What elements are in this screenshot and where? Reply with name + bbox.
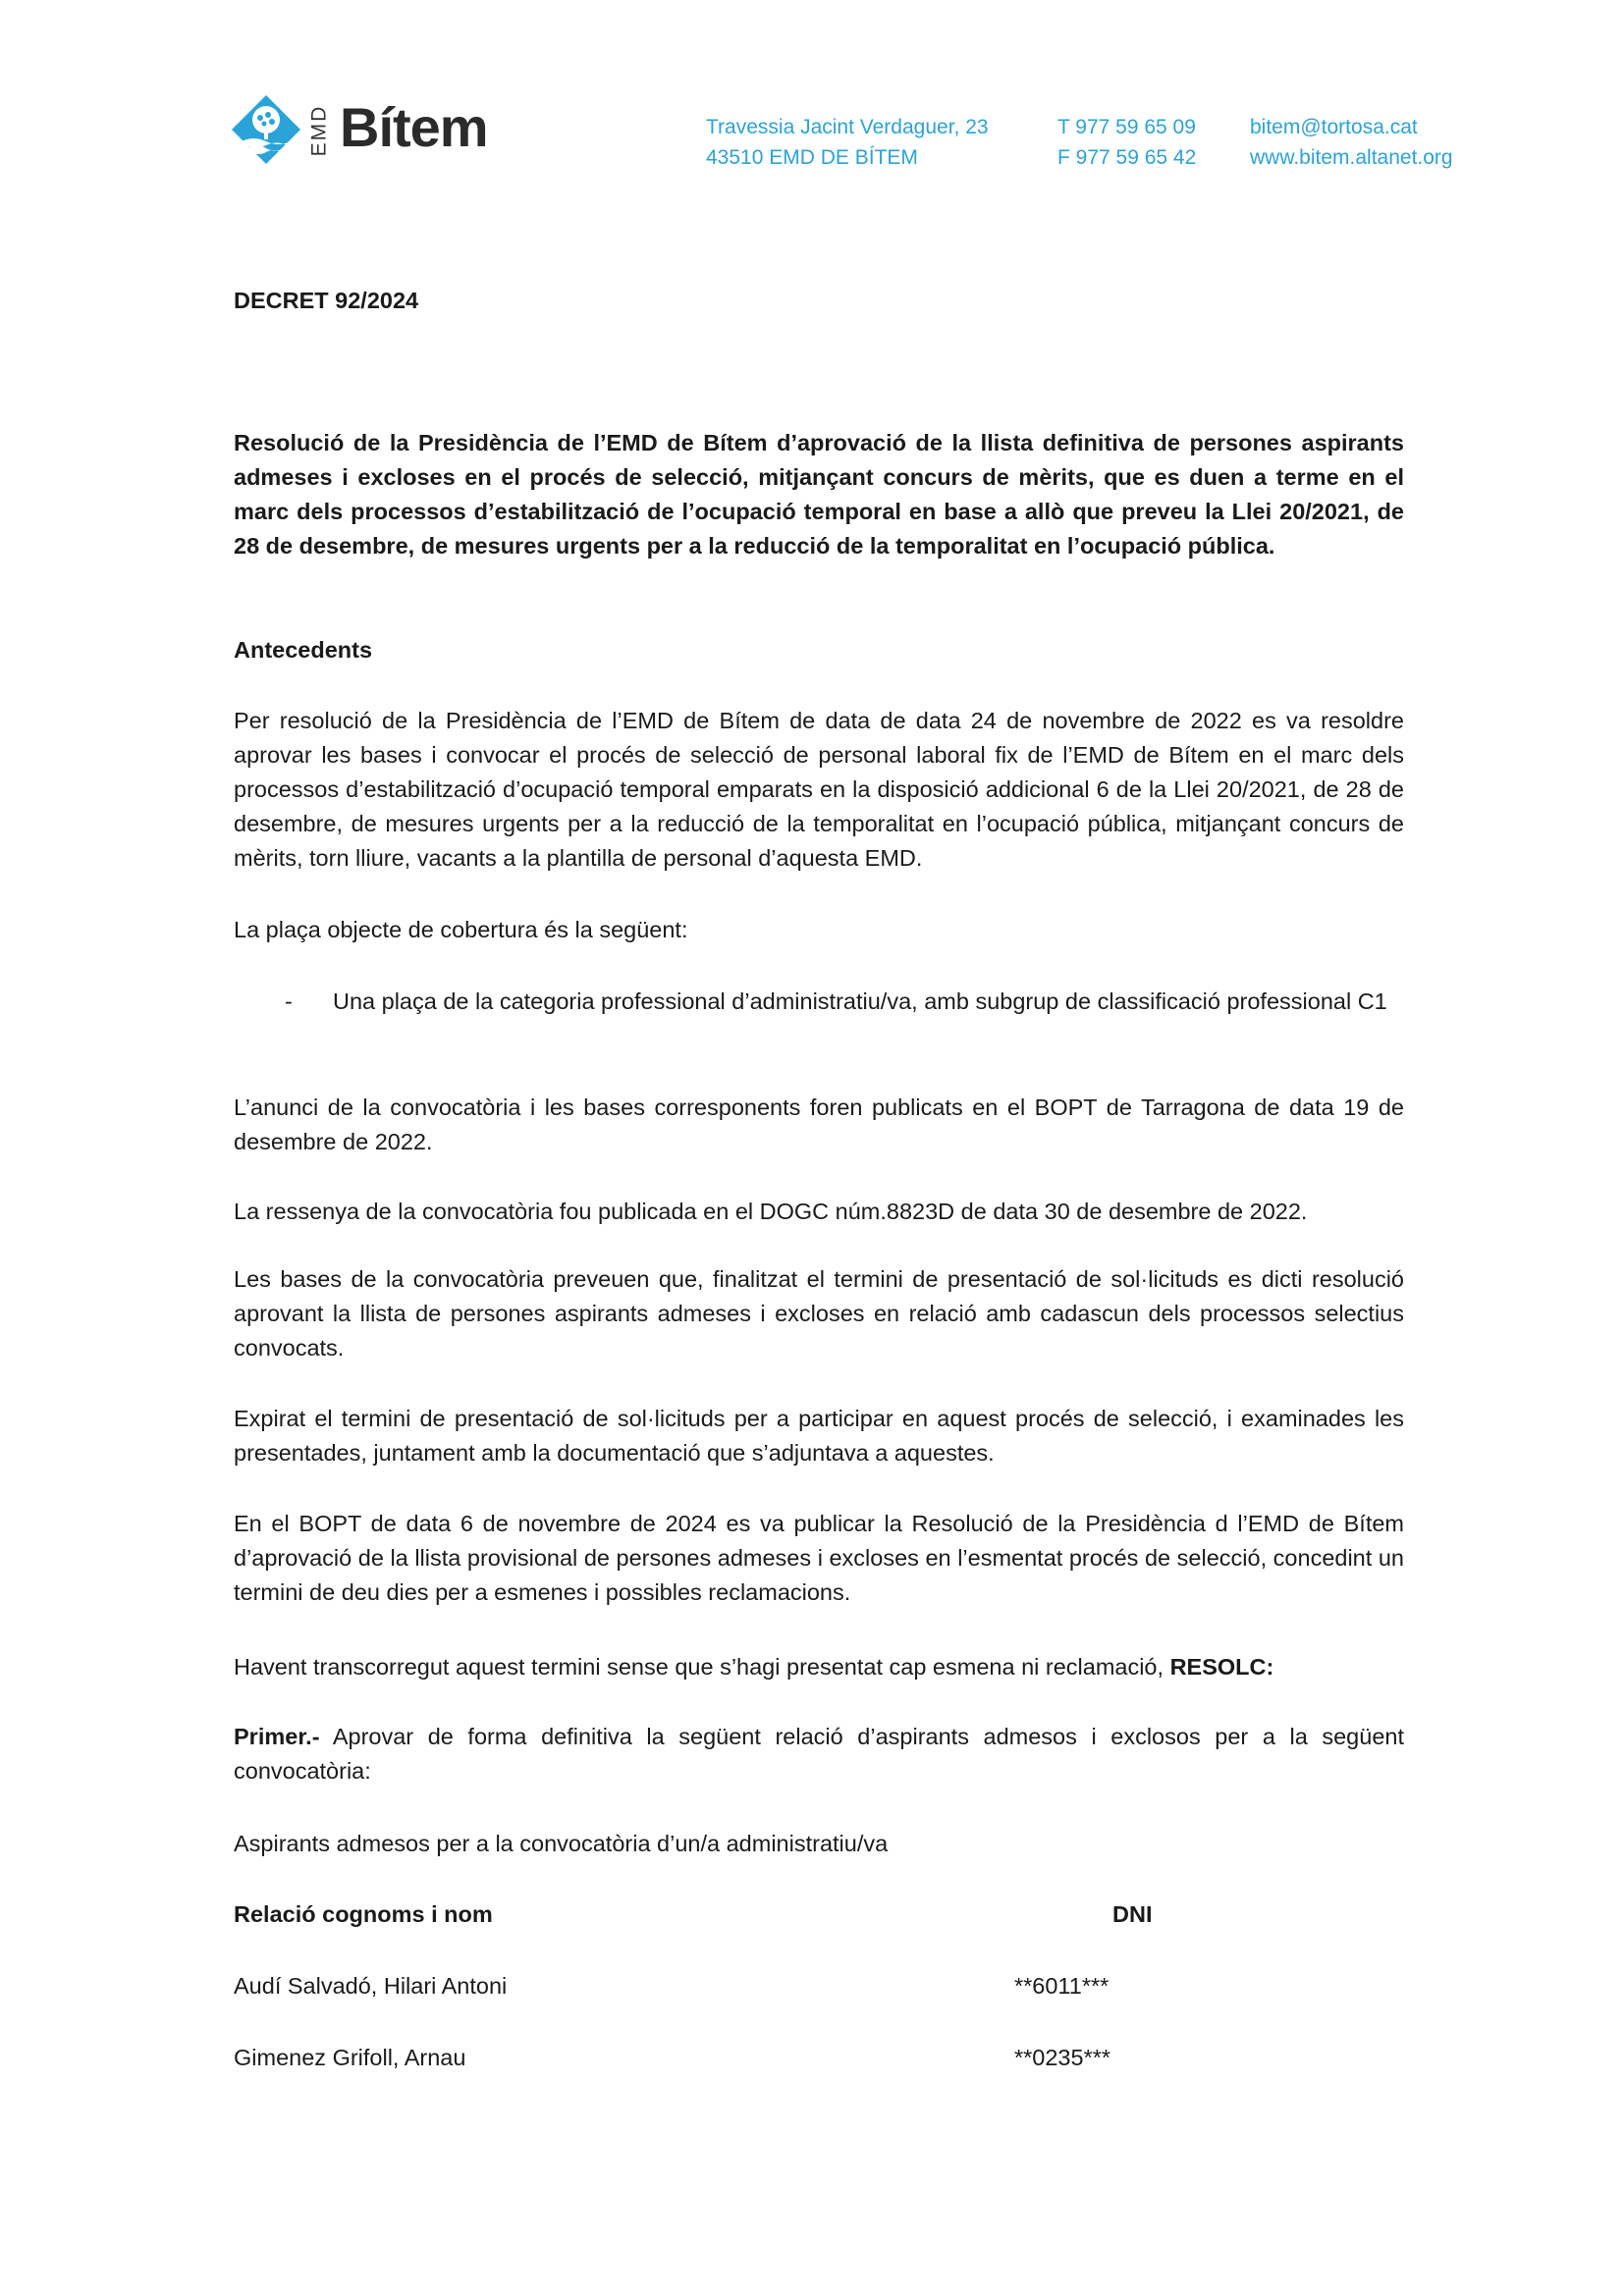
table-row-dni: **6011*** bbox=[1014, 1973, 1110, 1999]
antecedent-paragraph-2: La plaça objecte de cobertura és la següent: bbox=[234, 917, 688, 942]
decree-title: DECRET 92/2024 bbox=[234, 288, 419, 313]
logo-prefix: EMD bbox=[307, 104, 331, 157]
table-row-dni: **0235*** bbox=[1014, 2045, 1111, 2070]
tree-river-emblem-icon bbox=[230, 93, 302, 166]
resolve-paragraph bbox=[234, 1650, 1404, 1684]
phone-number: T 977 59 65 09 bbox=[1057, 116, 1196, 138]
antecedent-paragraph-5: Les bases de la convocatòria preveuen que, finalitzat el termini de presentació de sol·licituds es dicti resolució aprovant la llista de persones aspirants admeses i excloses en relació amb cadascun dels processos selectius convocats. bbox=[234, 1266, 1404, 1361]
table-header-dni: DNI bbox=[1112, 1901, 1153, 1927]
logo-name: Bítem bbox=[340, 96, 488, 158]
website-url[interactable]: www.bitem.altanet.org bbox=[1250, 146, 1453, 169]
email-address[interactable]: bitem@tortosa.cat bbox=[1250, 116, 1418, 138]
antecedent-paragraph-7: En el BOPT de data 6 de novembre de 2024 es va publicar la Resolució de la Presidència d l’EMD de Bítem d’aprovació de la llista provisional de persones admeses i excloses en l’esmentat procés de selecció, concedint un termini de deu dies per a esmenes i possibles reclamacions. bbox=[234, 1511, 1404, 1605]
resolve-keyword: RESOLC: bbox=[1169, 1654, 1274, 1680]
first-text: Aprovar de forma definitiva la següent relació d’aspirants admesos i exclosos per a la següent convocatòria: bbox=[234, 1724, 1404, 1784]
antecedent-paragraph-3: L’anunci de la convocatòria i les bases corresponents foren publicats en el BOPT de Tarragona de data 19 de desembre de 2022. bbox=[234, 1095, 1404, 1154]
antecedent-paragraph-4: La ressenya de la convocatòria fou publicada en el DOGC núm.8823D de data 30 de desembre de 2022. bbox=[234, 1199, 1308, 1224]
antecedent-paragraph-6: Expirat el termini de presentació de sol·licituds per a participar en aquest procés de selecció, i examinades les presentades, juntament amb la documentació que s’adjuntava a aquestes. bbox=[234, 1406, 1404, 1466]
address-line-1: Travessia Jacint Verdaguer, 23 bbox=[706, 116, 989, 138]
admitted-list-caption: Aspirants admesos per a la convocatòria d’un/a administratiu/va bbox=[234, 1831, 889, 1856]
antecedents-heading: Antecedents bbox=[234, 637, 373, 663]
bullet-item: Una plaça de la categoria professional d’administratiu/va, amb subgrup de classificació professional C1 bbox=[333, 988, 1387, 1014]
address-line-2: 43510 EMD DE BÍTEM bbox=[706, 146, 918, 169]
fax-number: F 977 59 65 42 bbox=[1057, 146, 1197, 169]
first-resolution-paragraph bbox=[234, 1720, 1404, 1789]
resolution-heading: Resolució de la Presidència de l’EMD de Bítem d’aprovació de la llista definitiva de persones aspirants admeses i excloses en el procés de selecció, mitjançant concurs de mèrits, que es duen a terme en el marc dels processos d’estabilització de l’ocupació temporal en base a allò que preveu la Llei 20/2021, de 28 de desembre, de mesures urgents per a la reducció de la temporalitat en l’ocupació pública. bbox=[234, 430, 1404, 559]
contact-phones bbox=[1057, 112, 1196, 173]
bullet-marker: - bbox=[285, 988, 293, 1014]
emd-bitem-logo bbox=[230, 91, 505, 170]
contact-address bbox=[706, 112, 989, 173]
first-label: Primer.- bbox=[234, 1724, 320, 1749]
contact-web bbox=[1250, 112, 1453, 173]
antecedent-paragraph-1: Per resolució de la Presidència de l’EMD de Bítem de data de data 24 de novembre de 2022 es va resoldre aprovar les bases i convocar el procés de selecció de personal laboral fix de l’EMD de Bítem en el marc dels processos d’estabilització d’ocupació temporal emparats en la disposició addicional 6 de la Llei 20/2021, de 28 de desembre, de mesures urgents per a la reducció de la temporalitat en l’ocupació pública, mitjançant concurs de mèrits, torn lliure, vacants a la plantilla de personal d’aquesta EMD. bbox=[234, 708, 1404, 871]
table-row-name: Gimenez Grifoll, Arnau bbox=[234, 2045, 466, 2070]
table-row-name: Audí Salvadó, Hilari Antoni bbox=[234, 1973, 508, 1999]
resolve-text: Havent transcorregut aquest termini sense que s’hagi presentat cap esmena ni reclamació, bbox=[234, 1654, 1170, 1680]
table-header-name: Relació cognoms i nom bbox=[234, 1901, 493, 1927]
